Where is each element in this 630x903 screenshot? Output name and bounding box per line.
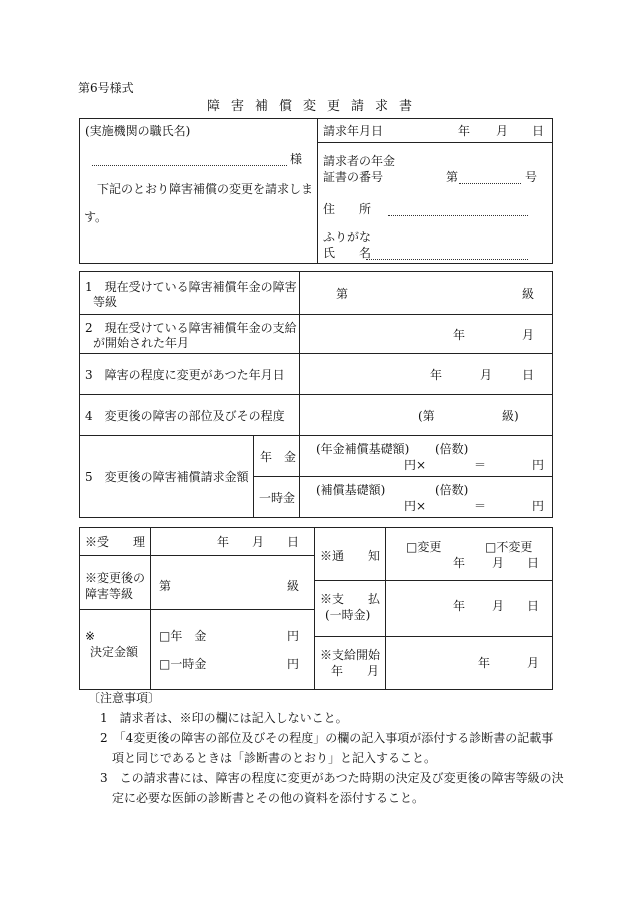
row4-value-cell[interactable] bbox=[300, 395, 553, 436]
grade-label-cell bbox=[80, 556, 151, 610]
kettei-ichiji-checkbox[interactable]: □一時金 bbox=[159, 657, 207, 671]
nenkin-label-cell bbox=[254, 436, 300, 477]
shiharai-value-cell[interactable] bbox=[386, 581, 553, 637]
kettei-label-2: 決定金額 bbox=[90, 645, 139, 659]
kaishi-year: 年 bbox=[478, 656, 491, 670]
row3-day: 日 bbox=[522, 368, 535, 382]
nenkin-baisu-label: (倍数) bbox=[435, 442, 469, 456]
row1-label-2: 等級 bbox=[93, 295, 118, 309]
cert-number-dots[interactable] bbox=[459, 173, 521, 184]
tsuchi-fuhenko-checkbox[interactable]: □不変更 bbox=[485, 540, 533, 554]
tsuchi-label-cell bbox=[315, 528, 386, 581]
row1-label-cell bbox=[80, 272, 300, 315]
row5-label: 5 変更後の障害補償請求金額 bbox=[85, 470, 249, 484]
tsuchi-day: 日 bbox=[527, 556, 540, 570]
juri-label-cell bbox=[80, 528, 151, 556]
name-dots[interactable] bbox=[366, 249, 528, 260]
cert-gou: 号 bbox=[525, 170, 538, 184]
ichijikin-label-cell bbox=[254, 477, 300, 518]
applicant-table bbox=[79, 118, 553, 264]
ichijikin-yen: 円 bbox=[532, 499, 545, 513]
ichijikin-eq: ＝ bbox=[474, 499, 487, 513]
date-year: 年 bbox=[458, 124, 471, 138]
kettei-nenkin-yen: 円 bbox=[287, 629, 300, 643]
row2-year: 年 bbox=[453, 328, 466, 342]
row4-close: 級) bbox=[502, 409, 519, 423]
note-3a: 3 この請求書には、障害の程度に変更があつた時期の決定及び変更後の障害等級の決 bbox=[100, 771, 564, 785]
office-use-table bbox=[79, 527, 553, 690]
date-month: 月 bbox=[496, 124, 509, 138]
address-dots[interactable] bbox=[388, 205, 528, 216]
furigana-label: ふりがな bbox=[323, 230, 372, 244]
cert-label-1: 請求者の年金 bbox=[323, 154, 396, 168]
kettei-nenkin-checkbox[interactable]: □年 金 bbox=[159, 629, 207, 643]
row2-label-cell bbox=[80, 315, 300, 354]
shiharai-label-2: (一時金) bbox=[325, 608, 371, 622]
juri-value-cell[interactable] bbox=[151, 528, 315, 556]
shiharai-day: 日 bbox=[527, 599, 540, 613]
row3-label: 3 障害の程度に変更があつた年月日 bbox=[85, 368, 285, 382]
row1-dai: 第 bbox=[336, 287, 349, 301]
date-label: 請求年月日 bbox=[323, 124, 384, 138]
date-day: 日 bbox=[532, 124, 545, 138]
org-name-dots[interactable] bbox=[92, 155, 287, 166]
change-table bbox=[79, 271, 553, 518]
juri-label: ※受 理 bbox=[85, 535, 146, 549]
kettei-label-cell bbox=[80, 610, 151, 690]
shiharai-label-cell bbox=[315, 581, 386, 637]
kettei-label-1: ※ bbox=[85, 629, 96, 643]
kaishi-label-cell bbox=[315, 637, 386, 690]
form-number: 第6号様式 bbox=[78, 81, 134, 95]
request-text-1: 下記のとおり障害補償の変更を請求しま bbox=[97, 182, 314, 196]
row1-kyu: 級 bbox=[522, 287, 535, 301]
juri-year: 年 bbox=[217, 535, 230, 549]
row2-label-2: が開始された年月 bbox=[93, 336, 190, 350]
tsuchi-label: ※通 知 bbox=[320, 549, 381, 563]
grade-dai: 第 bbox=[159, 579, 172, 593]
grade-kyu: 級 bbox=[287, 579, 300, 593]
nenkin-eq: ＝ bbox=[474, 458, 487, 472]
notes-heading: 〔注意事項〕 bbox=[88, 691, 161, 705]
nenkin-yen-x: 円× bbox=[404, 458, 427, 472]
tsuchi-henko-checkbox[interactable]: □変更 bbox=[406, 540, 442, 554]
ichijikin-label: 一時金 bbox=[259, 491, 296, 505]
tsuchi-year: 年 bbox=[453, 556, 466, 570]
shiharai-month: 月 bbox=[492, 599, 505, 613]
kettei-ichiji-yen: 円 bbox=[287, 657, 300, 671]
request-text-2: す。 bbox=[84, 210, 108, 224]
row1-label-1: 1 現在受けている障害補償年金の障害 bbox=[85, 280, 297, 294]
row3-month: 月 bbox=[480, 368, 493, 382]
ichijikin-yen-x: 円× bbox=[404, 499, 427, 513]
row2-label-1: 2 現在受けている障害補償年金の支給 bbox=[85, 321, 297, 335]
ichijikin-baisu-label: (倍数) bbox=[435, 483, 469, 497]
grade-label-2: 障害等級 bbox=[85, 587, 134, 601]
juri-day: 日 bbox=[287, 535, 300, 549]
grade-label-1: ※変更後の bbox=[85, 571, 146, 585]
applicant-info-cell[interactable] bbox=[318, 143, 553, 264]
row4-open: (第 bbox=[418, 409, 435, 423]
row3-label-cell bbox=[80, 354, 300, 395]
row1-value-cell[interactable] bbox=[300, 272, 553, 315]
kaishi-label-1: ※支給開始 bbox=[320, 648, 381, 662]
nenkin-label: 年 金 bbox=[260, 450, 297, 464]
form-title: 障害補償変更請求書 bbox=[206, 99, 423, 114]
cert-dai: 第 bbox=[446, 170, 459, 184]
name-label: 氏 名 bbox=[323, 246, 372, 260]
ichijikin-base-label: (補償基礎額) bbox=[316, 483, 386, 497]
cert-label-2: 証書の番号 bbox=[323, 170, 384, 184]
row4-label: 4 変更後の障害の部位及びその程度 bbox=[85, 409, 285, 423]
kaishi-value-cell[interactable] bbox=[386, 637, 553, 690]
row5-label-cell bbox=[80, 436, 254, 518]
note-2b: 項と同じであるときは「診断書のとおり」と記入すること。 bbox=[112, 751, 437, 765]
note-1: 1 請求者は、※印の欄には記入しないこと。 bbox=[100, 711, 348, 725]
ichijikin-value-cell[interactable] bbox=[300, 477, 553, 518]
row2-value-cell[interactable] bbox=[300, 315, 553, 354]
nenkin-base-label: (年金補償基礎額) bbox=[316, 442, 410, 456]
row3-year: 年 bbox=[430, 368, 443, 382]
note-2a: 2 「4変更後の障害の部位及びその程度」の欄の記入事項が添付する診断書の記載事 bbox=[100, 731, 554, 745]
kaishi-month: 月 bbox=[527, 656, 540, 670]
row2-month: 月 bbox=[522, 328, 535, 342]
grade-value-cell[interactable] bbox=[151, 556, 315, 610]
row4-label-cell bbox=[80, 395, 300, 436]
kettei-value-cell[interactable] bbox=[151, 610, 315, 690]
kaishi-label-2: 年 月 bbox=[331, 664, 380, 678]
row3-value-cell[interactable] bbox=[300, 354, 553, 395]
tsuchi-value-cell[interactable] bbox=[386, 528, 553, 581]
nenkin-yen: 円 bbox=[532, 458, 545, 472]
nenkin-value-cell[interactable] bbox=[300, 436, 553, 477]
juri-month: 月 bbox=[252, 535, 265, 549]
notes-section bbox=[88, 688, 564, 808]
recipient-cell[interactable] bbox=[80, 119, 318, 264]
note-3b: 定に必要な医師の診断書とその他の資料を添付すること。 bbox=[112, 791, 425, 805]
org-label: (実施機関の職氏名) bbox=[85, 124, 191, 138]
sama-label: 様 bbox=[290, 152, 303, 166]
date-cell[interactable] bbox=[318, 119, 553, 143]
address-label: 住 所 bbox=[323, 202, 372, 216]
shiharai-year: 年 bbox=[453, 599, 466, 613]
shiharai-label-1: ※支 払 bbox=[320, 592, 381, 606]
tsuchi-month: 月 bbox=[492, 556, 505, 570]
